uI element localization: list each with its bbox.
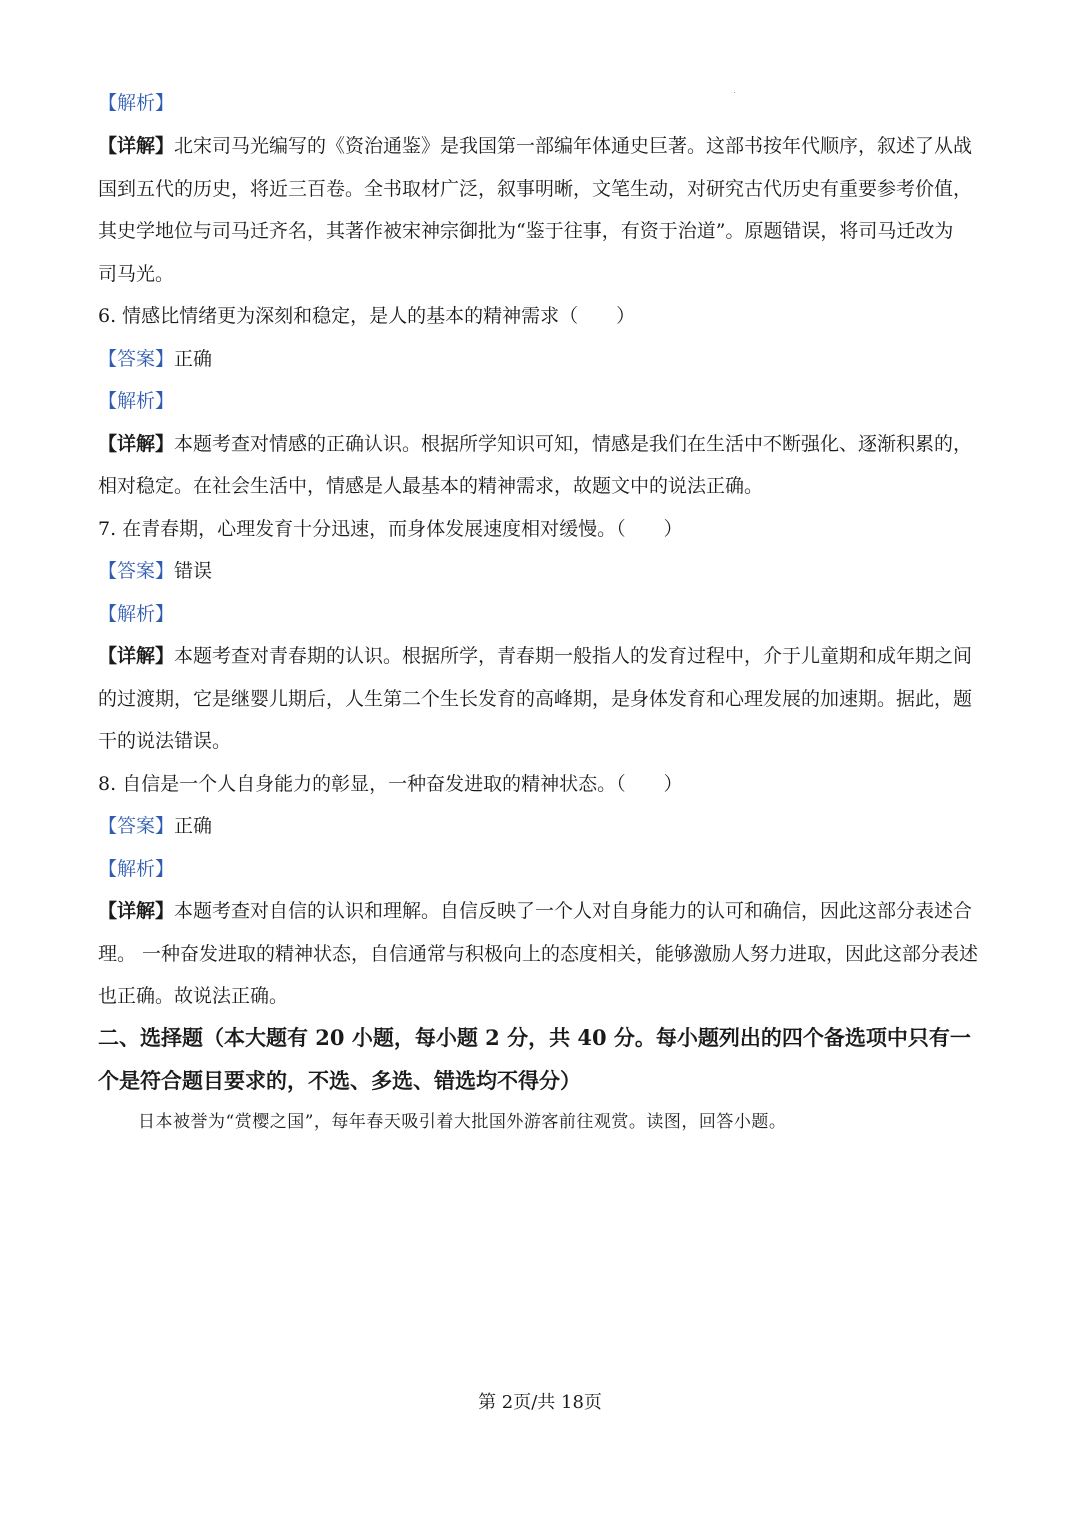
answer-line: [98, 346, 212, 372]
answer-value: 正确: [174, 348, 213, 370]
page-number: 第 2页/共 18页: [478, 1392, 602, 1413]
analysis-label: 【解析】: [98, 92, 175, 114]
section-heading: 个是符合题目要求的，不选、多选、错选均不得分）: [98, 1068, 581, 1093]
scan-speck: [734, 92, 735, 93]
detail-label: 【详解】: [98, 433, 175, 455]
detail-label: 【详解】: [98, 135, 175, 157]
answer-label: 【答案】: [98, 348, 175, 370]
question-6: 6. 情感比情绪更为深刻和稳定，是人的基本的精神需求（ ）: [98, 305, 636, 327]
detail-line: 也正确。故说法正确。: [98, 985, 289, 1007]
detail-line: 国到五代的历史，将近三百卷。全书取材广泛，叙事明晰，文笔生动，对研究古代历史有重要参考价值，: [98, 178, 973, 200]
detail-line: 司马光。: [98, 263, 175, 285]
detail-line: 【详解】本题考查对青春期的认识。根据所学，青春期一般指人的发育过程中，介于儿童期和成年期之间: [98, 645, 973, 667]
detail-label: 【详解】: [98, 645, 175, 667]
detail-line: 【详解】本题考查对情感的正确认识。根据所学知识可知，情感是我们在生活中不断强化、逐渐积累的，: [98, 433, 973, 455]
detail-line: 【详解】北宋司马光编写的《资治通鉴》是我国第一部编年体通史巨著。这部书按年代顺序，叙述了从战: [98, 135, 973, 157]
detail-line: 的过渡期，它是继婴儿期后，人生第二个生长发育的高峰期，是身体发育和心理发展的加速期。据此，题: [98, 688, 973, 710]
answer-label: 【答案】: [98, 560, 175, 582]
detail-line: 理。 一种奋发进取的精神状态，自信通常与积极向上的态度相关，能够激励人努力进取，因此这部分表述: [98, 943, 979, 965]
section-heading: 二、选择题（本大题有 20 小题，每小题 2 分，共 40 分。每小题列出的四个备选项中只有一: [98, 1025, 971, 1050]
analysis-label: 【解析】: [98, 858, 175, 880]
detail-label: 【详解】: [98, 900, 175, 922]
detail-line: 相对稳定。在社会生活中，情感是人最基本的精神需求，故题文中的说法正确。: [98, 475, 764, 497]
answer-line: [98, 813, 212, 839]
section-intro: 日本被誉为“赏樱之国”，每年春天吸引着大批国外游客前往观赏。读图，回答小题。: [138, 1112, 787, 1132]
answer-value: 正确: [174, 815, 213, 837]
detail-line: 干的说法错误。: [98, 730, 232, 752]
question-8: 8. 自信是一个人自身能力的彰显，一种奋发进取的精神状态。（ ）: [98, 773, 683, 795]
analysis-label: 【解析】: [98, 603, 175, 625]
question-7: 7. 在青春期，心理发育十分迅速，而身体发展速度相对缓慢。（ ）: [98, 518, 683, 540]
analysis-label: 【解析】: [98, 390, 175, 412]
answer-label: 【答案】: [98, 815, 175, 837]
answer-line: [98, 558, 212, 584]
detail-line: 其史学地位与司马迁齐名，其著作被宋神宗御批为“鉴于往事，有资于治道”。原题错误，将司马迁改为: [98, 220, 954, 242]
detail-line: 【详解】本题考查对自信的认识和理解。自信反映了一个人对自身能力的认可和确信，因此这部分表述合: [98, 900, 973, 922]
answer-value: 错误: [174, 560, 213, 582]
